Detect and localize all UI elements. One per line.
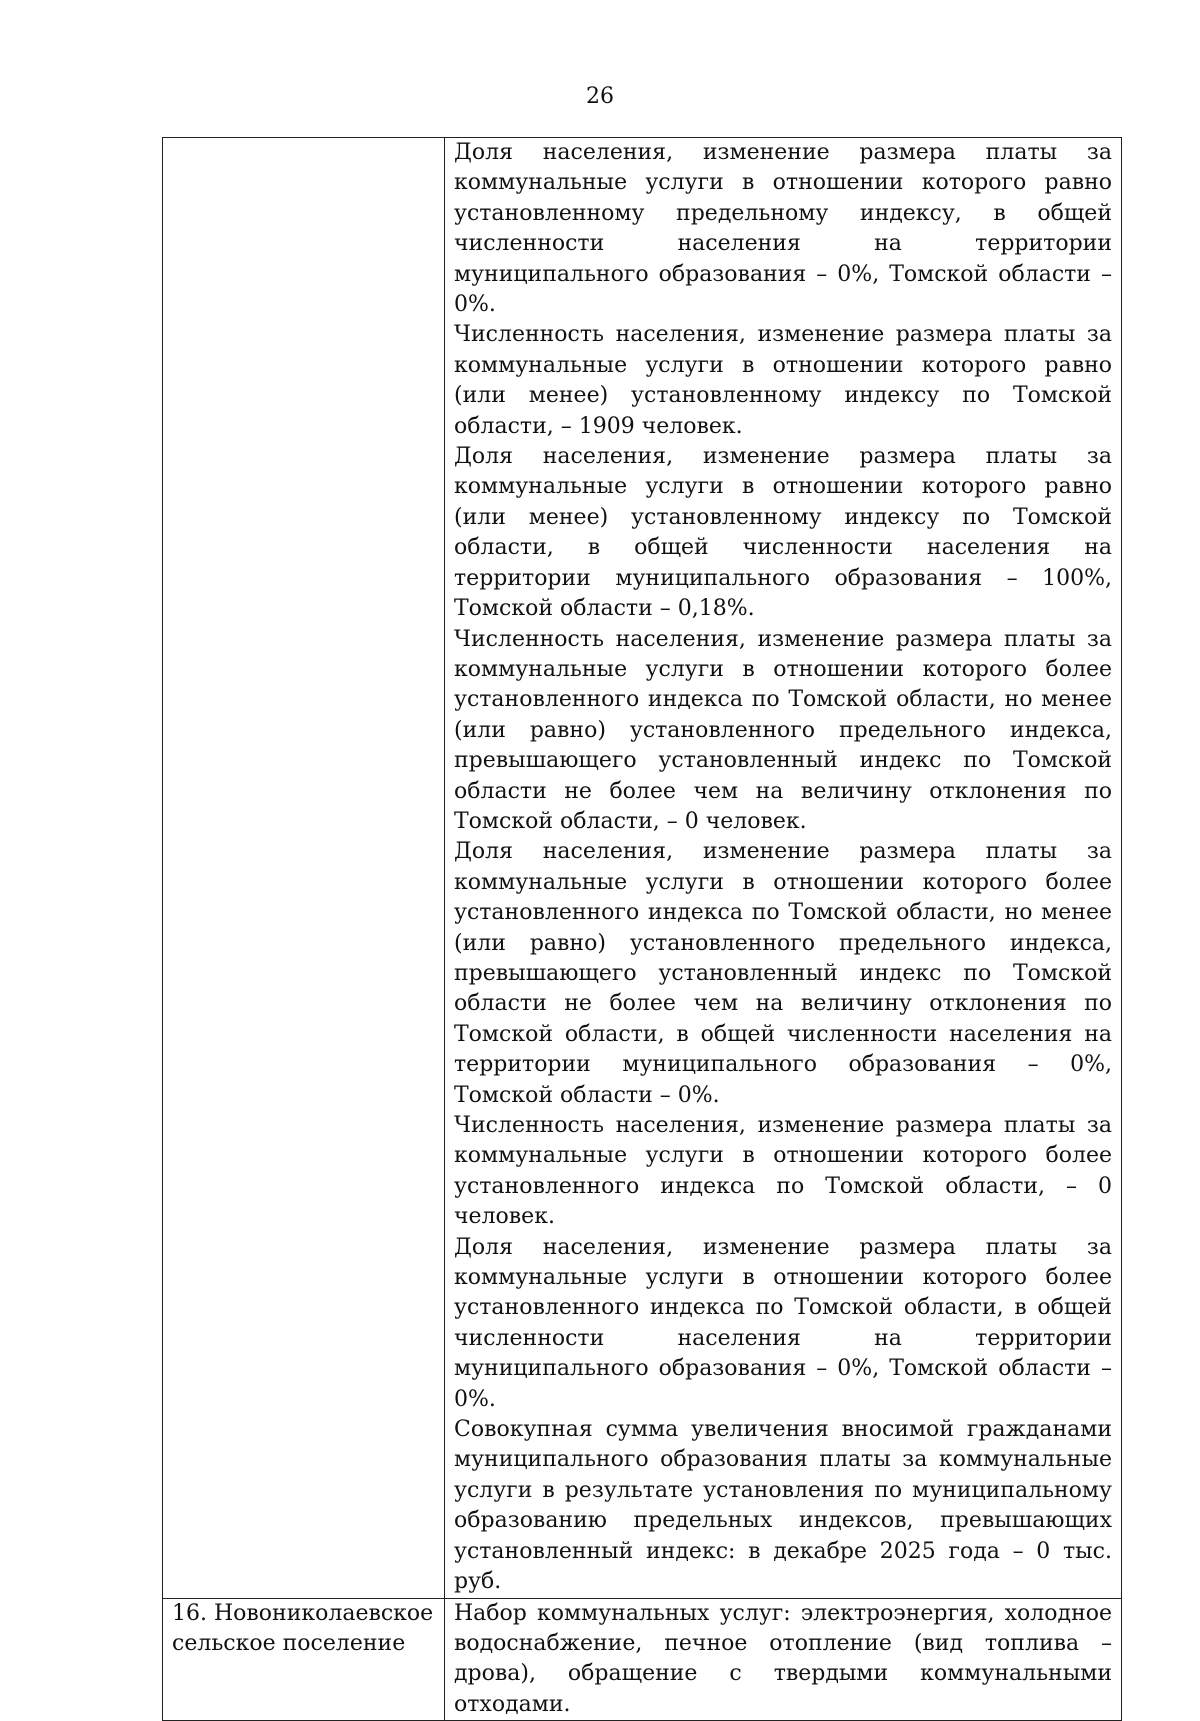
paragraph: Доля населения, изменение размера платы за коммунальные услуги в отношении которого более установленного индекса по Томской области, но менее (или равно) установленного предельного индекса, превышающего установленный индекс по Томской области не более чем на величину отклонения по Томской области, в общей численности населения на территории муниципального образования – 0%, Томской области – 0%. (454, 839, 1112, 1108)
paragraph: Доля населения, изменение размера платы за коммунальные услуги в отношении которого более установленного индекса по Томской области, в общей численности населения на территории муниципального образования – 0%, Томской области – 0%. (454, 1234, 1112, 1412)
paragraph: Численность населения, изменение размера платы за коммунальные услуги в отношении которого равно (или менее) установленному индексу по Томской области, – 1909 человек. (454, 322, 1112, 439)
description-cell (445, 1598, 1122, 1721)
municipality-cell: 16. Новониколаевское сельское поселение (163, 1598, 445, 1721)
paragraph: Численность населения, изменение размера платы за коммунальные услуги в отношении которого более установленного индекса по Томской области, но менее (или равно) установленного предельного индекса, превышающего установленный индекс по Томской области не более чем на величину отклонения по Томской области, – 0 человек. (454, 626, 1112, 834)
description-cell (445, 138, 1122, 1599)
paragraph: Доля населения, изменение размера платы за коммунальные услуги в отношении которого равно (или менее) установленному индексу по Томской области, в общей численности населения на территории муниципального образования – 100%, Томской области – 0,18%. (454, 444, 1112, 622)
paragraph: Набор коммунальных услуг: электроэнергия, холодное водоснабжение, печное отопление (вид топлива – дрова), обращение с твердыми коммунальными отходами. (454, 1600, 1112, 1717)
indices-table (162, 137, 1122, 1721)
page-number: 26 (586, 84, 614, 109)
table-row (163, 138, 1122, 1599)
paragraph: Доля населения, изменение размера платы за коммунальные услуги в отношении которого равно установленному предельному индексу, в общей численности населения на территории муниципального образования – 0%, Томской области – 0%. (454, 140, 1112, 318)
municipality-cell (163, 138, 445, 1599)
paragraph: Численность населения, изменение размера платы за коммунальные услуги в отношении которого более установленного индекса по Томской области, – 0 человек. (454, 1113, 1112, 1230)
table-row (163, 1598, 1122, 1721)
paragraph: Совокупная сумма увеличения вносимой гражданами муниципального образования платы за коммунальные услуги в результате установления по муниципальному образованию предельных индексов, превышающих установленный индекс: в декабре 2025 года – 0 тыс. руб. (454, 1417, 1112, 1595)
